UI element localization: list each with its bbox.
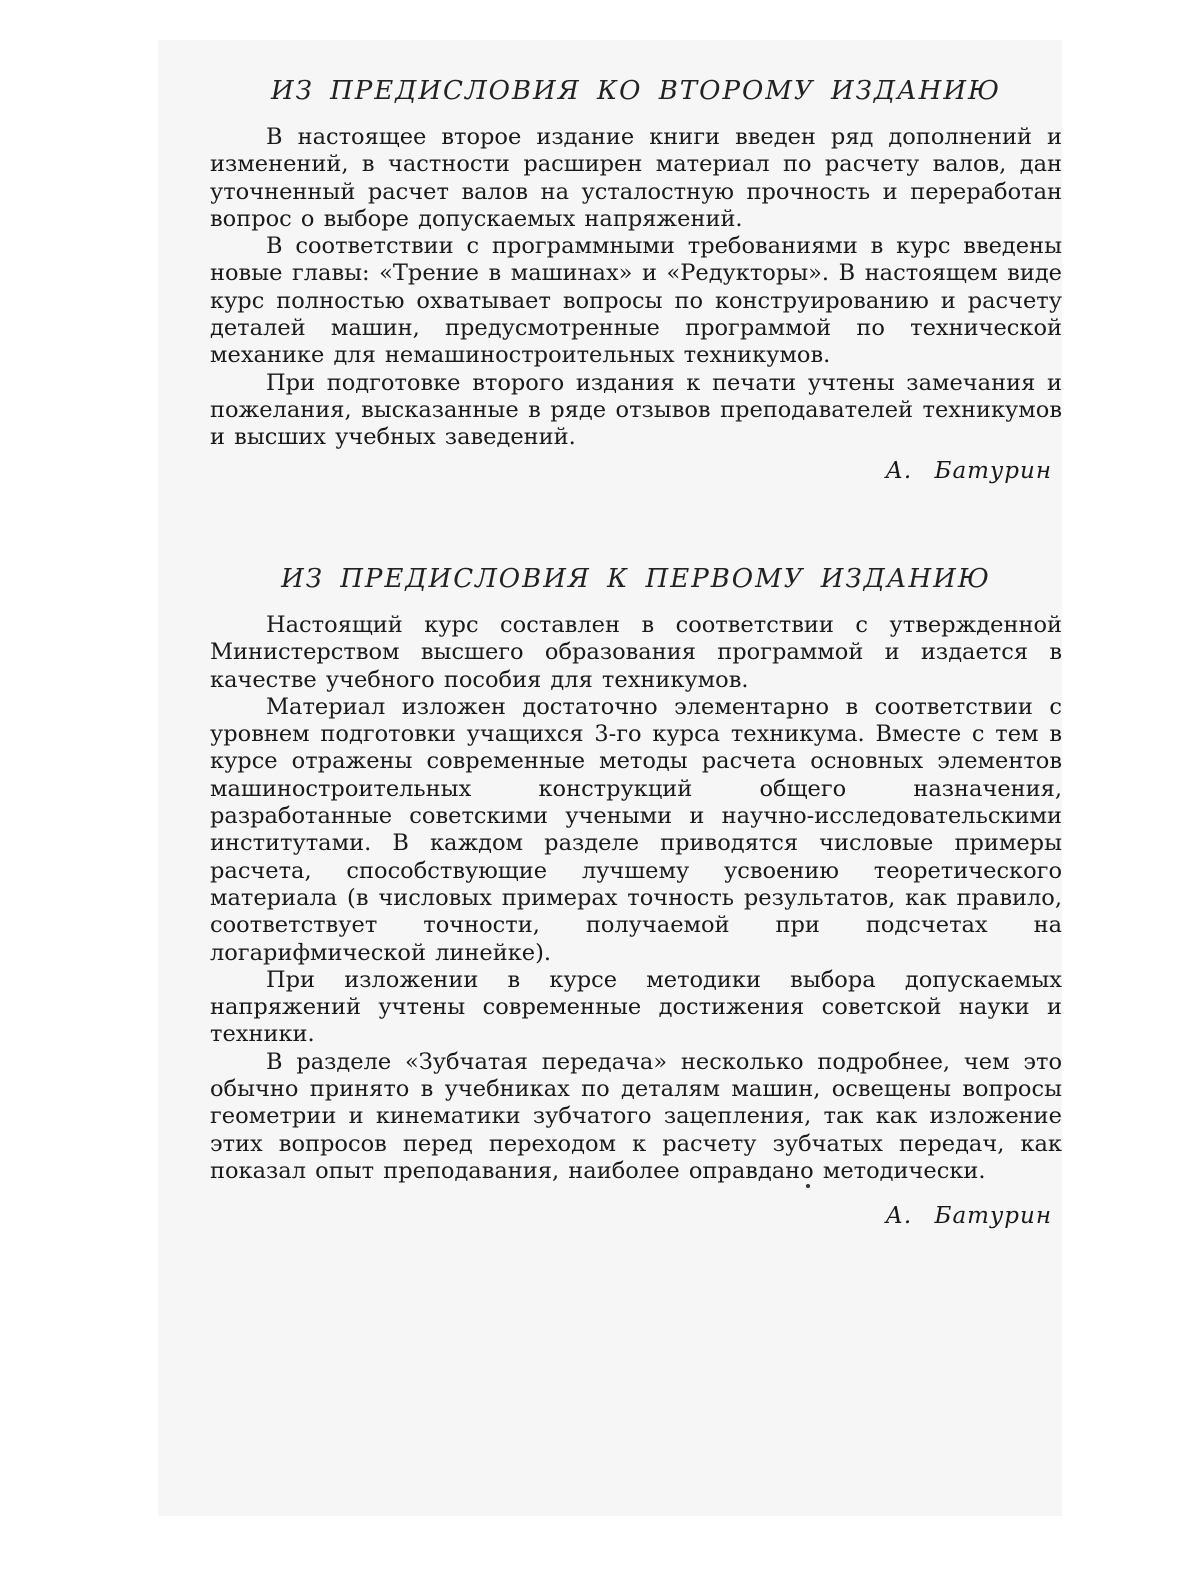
paragraph: В разделе «Зубчатая передача» несколько подробнее, чем это обычно принято в учебниках по деталям машин, освещены вопросы геометрии и кинематики зубчатого зацепления, так как изложение этих вопросов перед переходом к расчету зубчатых передач, как показал опыт преподавания, наиболее оправдано методически. [210, 1048, 1062, 1184]
paragraph: В настоящее второе издание книги введен ряд дополнений и изменений, в частности расширен материал по расчету валов, дан уточненный расчет валов на усталостную прочность и переработан вопрос о выборе допускаемых напряжений. [210, 124, 1062, 232]
paragraph: Материал изложен достаточно элементарно в соответствии с уровнем подготовки учащихся 3-го курса техникума. Вместе с тем в курсе отражены современные методы расчета основных элементов машиностроительных конструкций общего назначения, разработанные советскими учеными и научно-исследовательскими институтами. В каждом разделе приводятся числовые примеры расчета, способствующие лучшему усвоению теоретического материала (в числовых примерах точность результатов, как правило, соответствует точности, получаемой при подсчетах на логарифмической линейке). [210, 693, 1062, 966]
section-first-edition-preface [210, 612, 1062, 1229]
paragraph: Настоящий курс составлен в соответствии с утвержденной Министерством высшего образования программой и издается в качестве учебного пособия для техникумов. [210, 612, 1062, 693]
heading-second-edition-preface: ИЗ ПРЕДИСЛОВИЯ КО ВТОРОМУ ИЗДАНИЮ [270, 76, 1002, 106]
section-second-edition-preface [210, 124, 1062, 484]
paragraph: При изложении в курсе методики выбора допускаемых напряжений учтены современные достижения советской науки и техники. [210, 966, 1062, 1048]
author-signature: А. Батурин [885, 1203, 1052, 1230]
heading-first-edition-preface: ИЗ ПРЕДИСЛОВИЯ К ПЕРВОМУ ИЗДАНИЮ [281, 564, 991, 594]
paragraph: В соответствии с программными требованиями в курс введены новые главы: «Трение в машинах» и «Редукторы». В настоящем виде курс полностью охватывает вопросы по конструированию и расчету деталей машин, предусмотренные программой по технической механике для немашиностроительных техникумов. [210, 233, 1062, 369]
author-signature: А. Батурин [885, 457, 1052, 484]
scanned-page [158, 40, 1062, 1516]
print-speck [806, 1184, 810, 1188]
paragraph: При подготовке второго издания к печати учтены замечания и пожелания, высказанные в ряде отзывов преподавателей техникумов и высших учебных заведений. [210, 369, 1062, 451]
